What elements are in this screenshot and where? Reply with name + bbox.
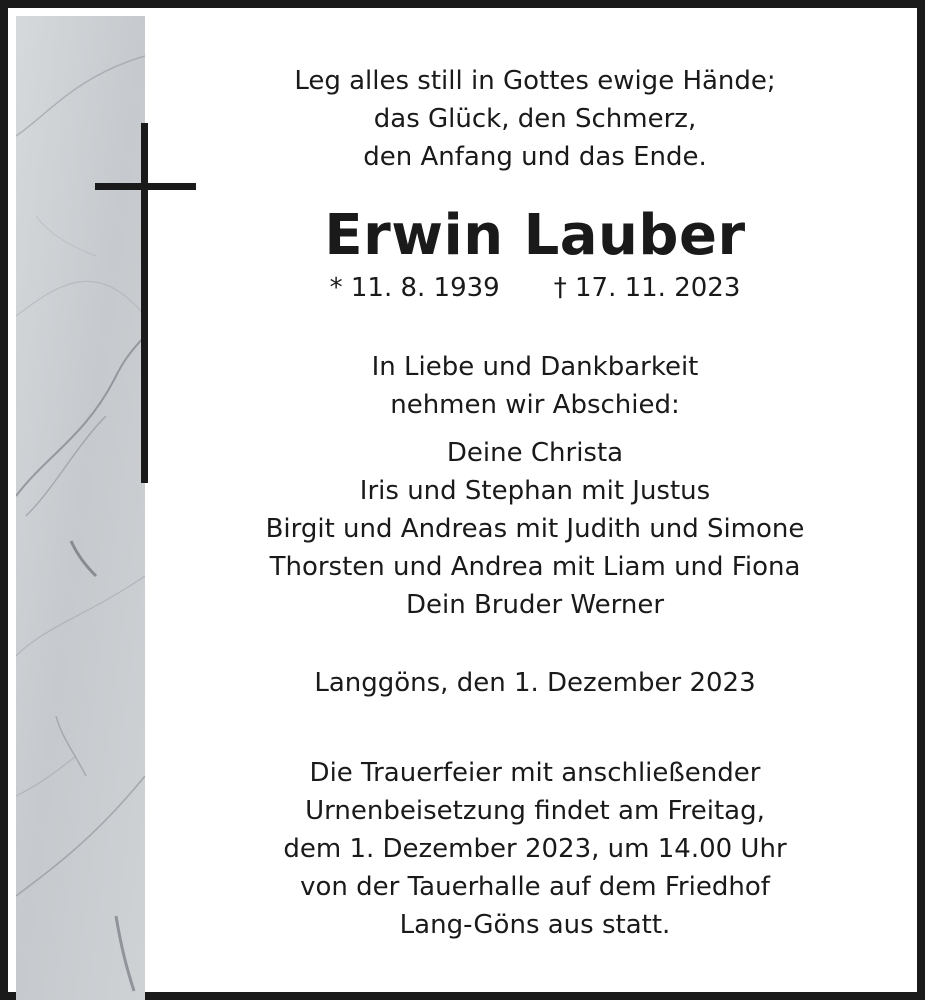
verse-line-2: das Glück, den Schmerz, xyxy=(373,104,697,134)
mourner-line: Iris und Stephan mit Justus xyxy=(359,476,711,506)
place-date: Langgöns, den 1. Dezember 2023 xyxy=(314,668,756,698)
ceremony-line: von der Tauerhalle auf dem Friedhof xyxy=(300,872,770,902)
ceremony-line: Die Trauerfeier mit anschließender xyxy=(309,758,761,788)
obituary-content xyxy=(145,16,925,1000)
death-date: † 17. 11. 2023 xyxy=(553,273,741,303)
verse-line-1: Leg alles still in Gottes ewige Hände; xyxy=(294,66,776,96)
ceremony-line: dem 1. Dezember 2023, um 14.00 Uhr xyxy=(283,834,787,864)
mourner-line: Dein Bruder Werner xyxy=(405,590,665,620)
ceremony-line: Urnenbeisetzung findet am Freitag, xyxy=(305,796,765,826)
life-dates xyxy=(145,269,925,307)
farewell-line-2: nehmen wir Abschied: xyxy=(390,390,680,420)
farewell-line-1: In Liebe und Dankbarkeit xyxy=(371,352,699,382)
mourner-line: Thorsten und Andrea mit Liam und Fiona xyxy=(269,552,801,582)
mourner-line: Birgit und Andreas mit Judith und Simone xyxy=(265,514,805,544)
ceremony-line: Lang-Göns aus statt. xyxy=(399,910,671,940)
deceased-name: Erwin Lauber xyxy=(324,203,746,268)
mourner-line: Deine Christa xyxy=(446,438,624,468)
verse-line-3: den Anfang und das Ende. xyxy=(363,142,707,172)
birth-date: * 11. 8. 1939 xyxy=(329,273,500,303)
